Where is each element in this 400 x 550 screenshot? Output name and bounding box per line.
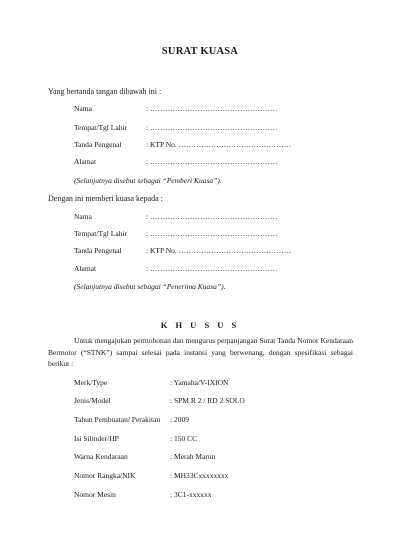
pemberi-note: (Selanjutnya disebut sebagai “Pemberi Kuasa”). xyxy=(74,176,222,185)
spec-row-jenis-model xyxy=(74,396,245,405)
penerima-row-alamat xyxy=(74,264,277,273)
khusus-heading: K H U S U S xyxy=(160,320,240,330)
spec-value: : 3C1-xxxxxx xyxy=(170,490,212,499)
field-label: Tanda Pengenal xyxy=(74,140,122,149)
pemberi-row-nama xyxy=(74,104,277,113)
spec-label: Jenis/Model xyxy=(74,396,111,405)
spec-label: Nomor Mesin xyxy=(74,490,116,499)
spec-value: : Merah Marun xyxy=(170,452,216,461)
spec-row-tahun-pembuatan xyxy=(74,415,189,424)
document-title: SURAT KUASA xyxy=(161,46,239,57)
penerima-row-tempat-tgl-lahir xyxy=(74,229,277,238)
field-value: : …………………………………………… xyxy=(146,157,278,166)
field-label: Nama xyxy=(74,104,92,113)
penerima-row-nama xyxy=(74,212,277,221)
field-label: Nama xyxy=(74,212,92,221)
field-label: Alamat xyxy=(74,157,97,166)
spec-label: Tahun Pembuatan/ Perakitan xyxy=(74,415,161,424)
field-label: Alamat xyxy=(74,264,97,273)
penerima-intro: Dengan ini memberi kuasa kepada : xyxy=(48,194,163,203)
pemberi-row-tempat-tgl-lahir xyxy=(74,123,277,132)
pemberi-row-alamat xyxy=(74,157,277,166)
spec-row-merk-type xyxy=(74,378,228,387)
penerima-row-tanda-pengenal xyxy=(74,246,291,255)
field-label: Tempat/Tgl Lahir xyxy=(74,229,127,238)
field-label: Tanda Pengenal xyxy=(74,246,122,255)
spec-row-isi-silinder xyxy=(74,434,197,443)
spec-value: : MH33Cxxxxxxxx xyxy=(170,471,229,480)
penerima-note: (Selanjutnya disebut sebagai “Penerima Kuasa”). xyxy=(74,282,226,291)
spec-label: Warna Kendaraan xyxy=(74,452,128,461)
spec-value: : Yamaha/V-IXION xyxy=(170,378,229,387)
spec-label: Merk/Type xyxy=(74,378,108,387)
spec-value: : SPM R 2 / RD 2 SOLO xyxy=(170,396,245,405)
field-value: : …………………………………………… xyxy=(146,212,278,221)
field-value: : KTP No. ……………………………………… xyxy=(146,246,292,255)
field-value: : …………………………………………… xyxy=(146,229,278,238)
spec-value: : 2009 xyxy=(170,415,189,424)
khusus-paragraph: Untuk mengajukan permohonan dan mengurus perpanjangan Surat Tanda Nomor Kendaraan Bermotor (“STNK”) sampai selesai pada instansi yang berwenang, dengan spesifikasi sebagai berikut : xyxy=(48,336,353,368)
spec-label: Nomor Rangka/NIK xyxy=(74,471,136,480)
spec-value: : 150 CC xyxy=(170,434,198,443)
spec-label: Isi Silinder/HP xyxy=(74,434,119,443)
field-value: : …………………………………………… xyxy=(146,104,278,113)
field-value: : KTP No. ……………………………………… xyxy=(146,140,292,149)
field-value: : …………………………………………… xyxy=(146,123,278,132)
spec-row-nomor-mesin xyxy=(74,490,211,499)
spec-row-nomor-rangka xyxy=(74,471,229,480)
spec-row-warna-kendaraan xyxy=(74,452,215,461)
field-label: Tempat/Tgl Lahir xyxy=(74,123,127,132)
pemberi-intro: Yang bertanda tangan dibawah ini : xyxy=(48,87,162,96)
pemberi-row-tanda-pengenal xyxy=(74,140,291,149)
field-value: : …………………………………………… xyxy=(146,264,278,273)
